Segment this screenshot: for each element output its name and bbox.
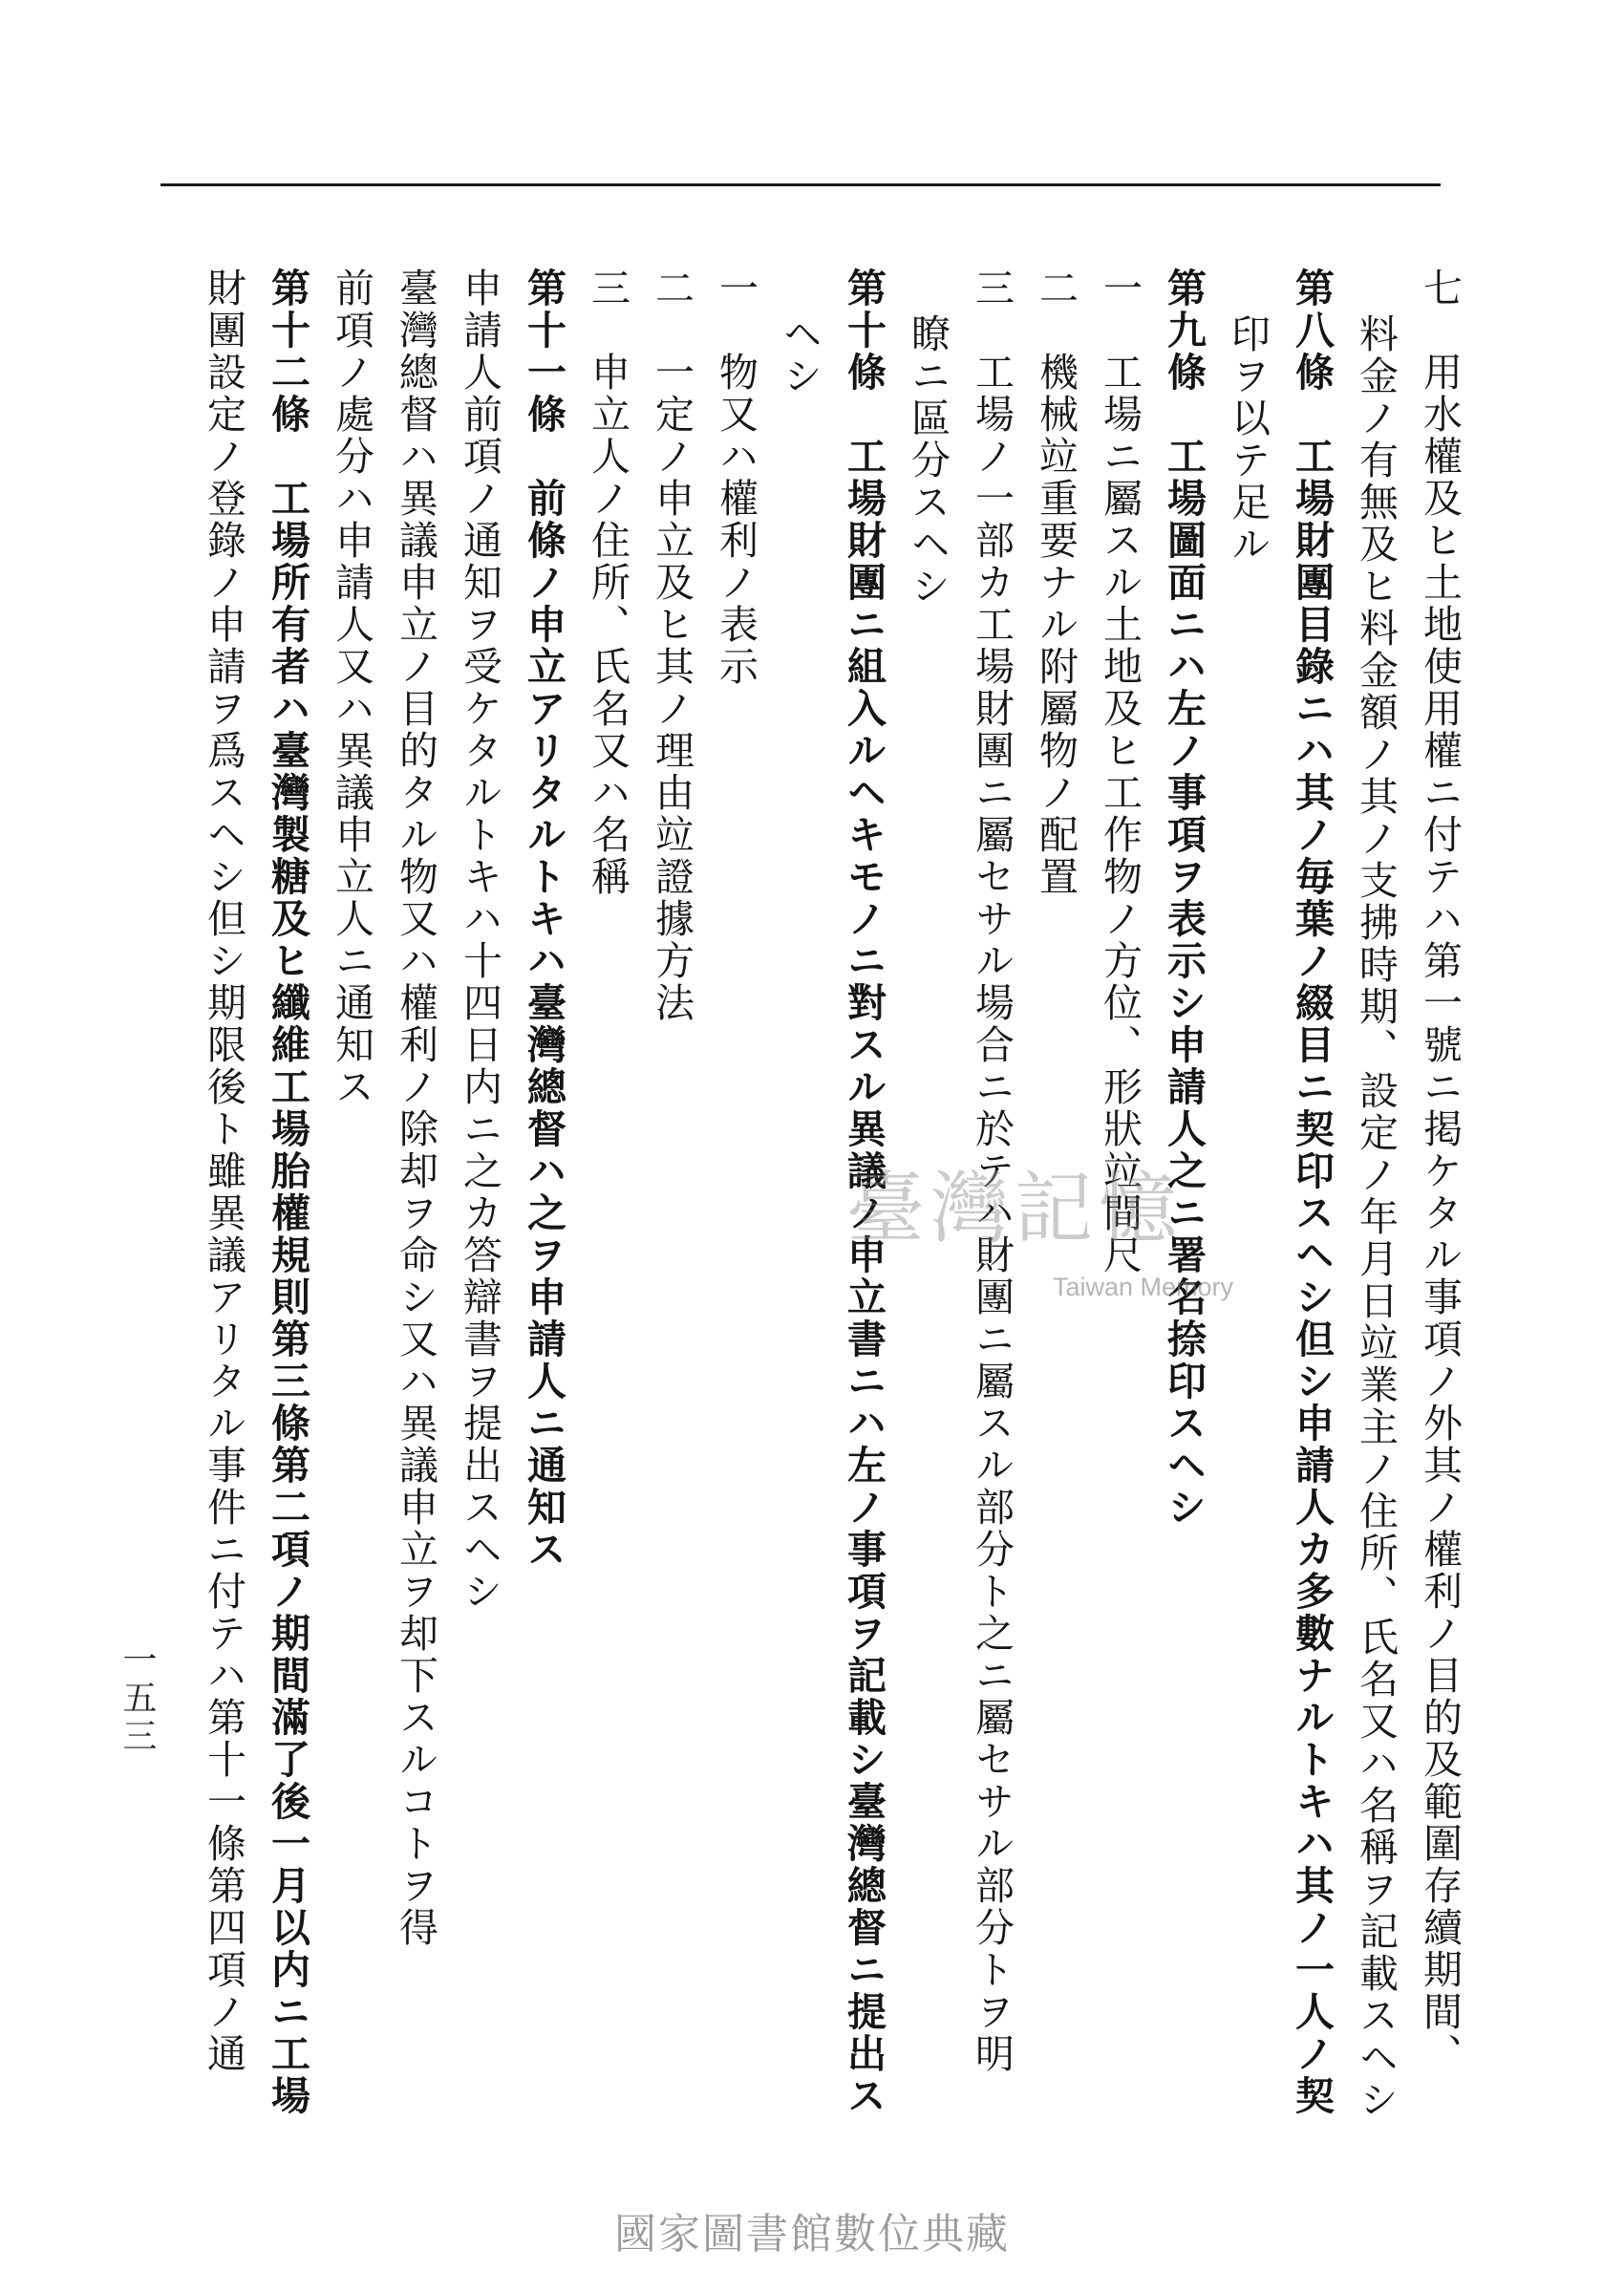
text-column: 料金ノ有無及ヒ料金額ノ其ノ支拂時期、設定ノ年月日竝業主ノ住所、氏名又ハ名稱ヲ記載スヘシ xyxy=(1353,313,1399,2121)
article-column: 第十條 工場財團ニ組入ルヘキモノニ對スル異議ノ申立書ニハ左ノ事項ヲ記載シ臺灣總督ニ提出ス xyxy=(841,268,887,2117)
text-column: 三 申立人ノ住所、氏名又ハ名稱 xyxy=(585,268,630,898)
article-column: 第十一條 前條ノ申立アリタルトキハ臺灣總督ハ之ヲ申請人ニ通知ス xyxy=(521,268,566,1571)
article-column: 第八條 工場財團目錄ニハ其ノ毎葉ノ綴目ニ契印スヘシ但シ申請人カ多數ナルトキハ其ノ一人ノ契 xyxy=(1289,268,1335,2117)
text-column: 一 物又ハ權利ノ表示 xyxy=(713,268,759,688)
watermark-logo: 臺灣記憶 xyxy=(846,1164,1184,1254)
text-column: 一 工場ニ屬スル土地及ヒ工作物ノ方位、形狀竝間尺 xyxy=(1097,268,1143,1276)
text-column: 瞭ニ區分スヘシ xyxy=(905,313,951,608)
text-column: 財團設定ノ登錄ノ申請ヲ爲スヘシ但シ期限後ト雖異議アリタル事件ニ付テハ第十一條第四項ノ通 xyxy=(201,268,246,2075)
text-column: ヘシ xyxy=(777,313,823,397)
footer-attribution: 國家圖書館數位典藏 xyxy=(614,2210,1010,2259)
text-column: 前項ノ處分ハ申請人又ハ異議申立人ニ通知ス xyxy=(329,268,374,1108)
page-top-rule xyxy=(160,183,1441,186)
vertical-text-body xyxy=(153,268,1471,2159)
article-column: 第十二條 工場所有者ハ臺灣製糖及ヒ纖維工場胎權規則第三條第二項ノ期間滿了後一月以内ニ工場 xyxy=(265,268,310,2117)
page-number: 一五三 xyxy=(118,1641,157,1756)
article-column: 第九條 工場圖面ニハ左ノ事項ヲ表示シ申請人之ニ署名捺印スヘシ xyxy=(1161,268,1207,1529)
text-column: 七 用水權及ヒ土地使用權ニ付テハ第一號ニ掲ケタル事項ノ外其ノ權利ノ目的及範圍存續期間、 xyxy=(1417,268,1463,2075)
text-column: 印ヲ以テ足ル xyxy=(1225,313,1271,566)
text-column: 二 一定ノ申立及ヒ其ノ理由竝證據方法 xyxy=(649,268,694,1024)
text-column: 臺灣總督ハ異議申立ノ目的タル物又ハ權利ノ除却ヲ命シ又ハ異議申立ヲ却下スルコトヲ得 xyxy=(393,268,438,1949)
text-column: 二 機械竝重要ナル附屬物ノ配置 xyxy=(1033,268,1079,898)
text-column: 申請人前項ノ通知ヲ受ケタルトキハ十四日内ニ之カ答辯書ヲ提出スヘシ xyxy=(457,268,502,1613)
watermark-subtitle: Taiwan Memory xyxy=(1053,1273,1234,1301)
text-column: 三 工場ノ一部カ工場財團ニ屬セサル場合ニ於テハ財團ニ屬スル部分ト之ニ屬セサル部分トヲ明 xyxy=(969,268,1015,2075)
